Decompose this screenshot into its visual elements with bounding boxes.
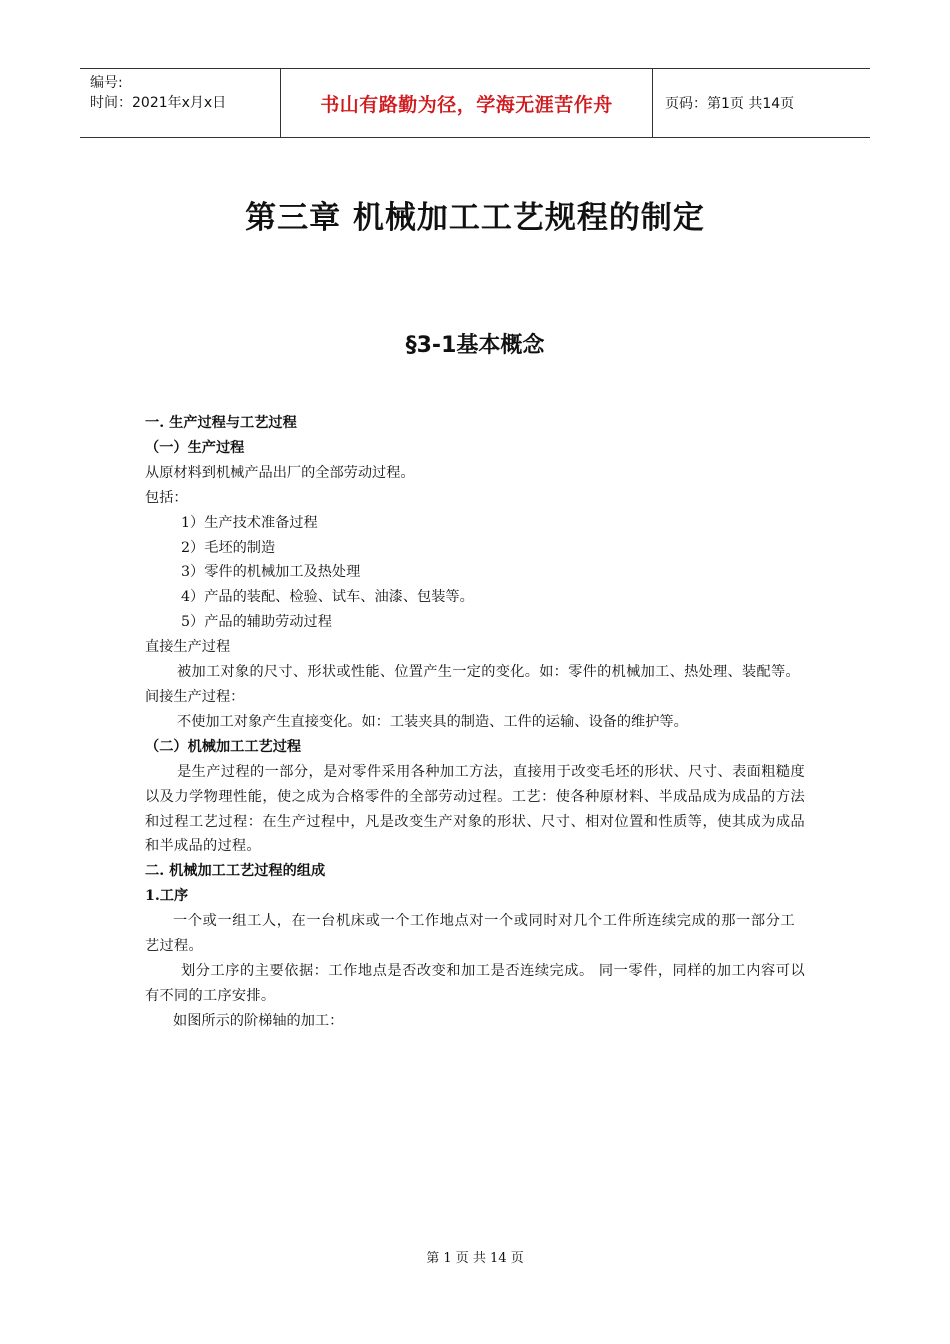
- header-right-cell: [653, 69, 870, 137]
- motto: 书山有路勤为径，学海无涯苦作舟: [320, 93, 613, 116]
- indirect-process-label: 间接生产过程：: [145, 688, 245, 705]
- subheading-machining: （二）机械加工工艺过程: [145, 738, 302, 755]
- operation-definition: 一个或一组工人，在一台机床或一个工作地点对一个或同时对几个工件所连续完成的那一部分工艺过程。: [145, 913, 795, 955]
- header-table: [80, 68, 870, 138]
- operation-basis: 划分工序的主要依据：工作地点是否改变和加工是否连续完成。 同一零件，同样的加工内容可以有不同的工序安排。: [145, 962, 805, 1004]
- list-item: 4）产品的装配、检验、试车、油漆、包装等。: [181, 589, 474, 606]
- page-code: 页码：第1页 共14页: [665, 96, 795, 112]
- header-middle-cell: [280, 69, 653, 137]
- direct-process-label: 直接生产过程: [145, 639, 231, 656]
- heading-production-process: 一. 生产过程与工艺过程: [145, 415, 297, 431]
- subheading-operation: 1.工序: [145, 888, 189, 905]
- document-body: [145, 411, 805, 1034]
- paragraph-definition: 从原材料到机械产品出厂的全部劳动过程。: [145, 464, 415, 481]
- subheading-production: （一）生产过程: [145, 439, 245, 456]
- section-title: §3-1基本概念: [405, 333, 545, 358]
- number-label: 编号:: [90, 75, 123, 91]
- list-item: 3）零件的机械加工及热处理: [181, 564, 361, 581]
- list-item: 1）生产技术准备过程: [181, 514, 318, 531]
- indirect-process-text: 不使加工对象产生直接变化。如：工装夹具的制造、工件的运输、设备的维护等。: [177, 713, 688, 730]
- paragraph-includes: 包括：: [145, 489, 188, 506]
- example-text: 如图所示的阶梯轴的加工：: [173, 1012, 344, 1029]
- time-label: 时间：2021年x月x日: [90, 95, 227, 111]
- page-footer: 第 1 页 共 14 页: [426, 1251, 524, 1266]
- header-left-cell: [80, 69, 280, 137]
- list-item: 2）毛坯的制造: [181, 539, 276, 556]
- machining-process-text: 是生产过程的一部分，是对零件采用各种加工方法，直接用于改变毛坯的形状、尺寸、表面粗糙度以及力学物理性能，使之成为合格零件的全部劳动过程。工艺：使各种原材料、半成品成为成品的方法和过程工艺过程：在生产过程中，凡是改变生产对象的形状、尺寸、相对位置和性质等，使其成为成品和半成品的过程。: [145, 763, 805, 855]
- list-item: 5）产品的辅助劳动过程: [181, 614, 332, 631]
- chapter-title: 第三章 机械加工工艺规程的制定: [245, 200, 705, 236]
- direct-process-text: 被加工对象的尺寸、形状或性能、位置产生一定的变化。如：零件的机械加工、热处理、装配等。: [177, 664, 800, 681]
- heading-composition: 二. 机械加工工艺过程的组成: [145, 863, 326, 880]
